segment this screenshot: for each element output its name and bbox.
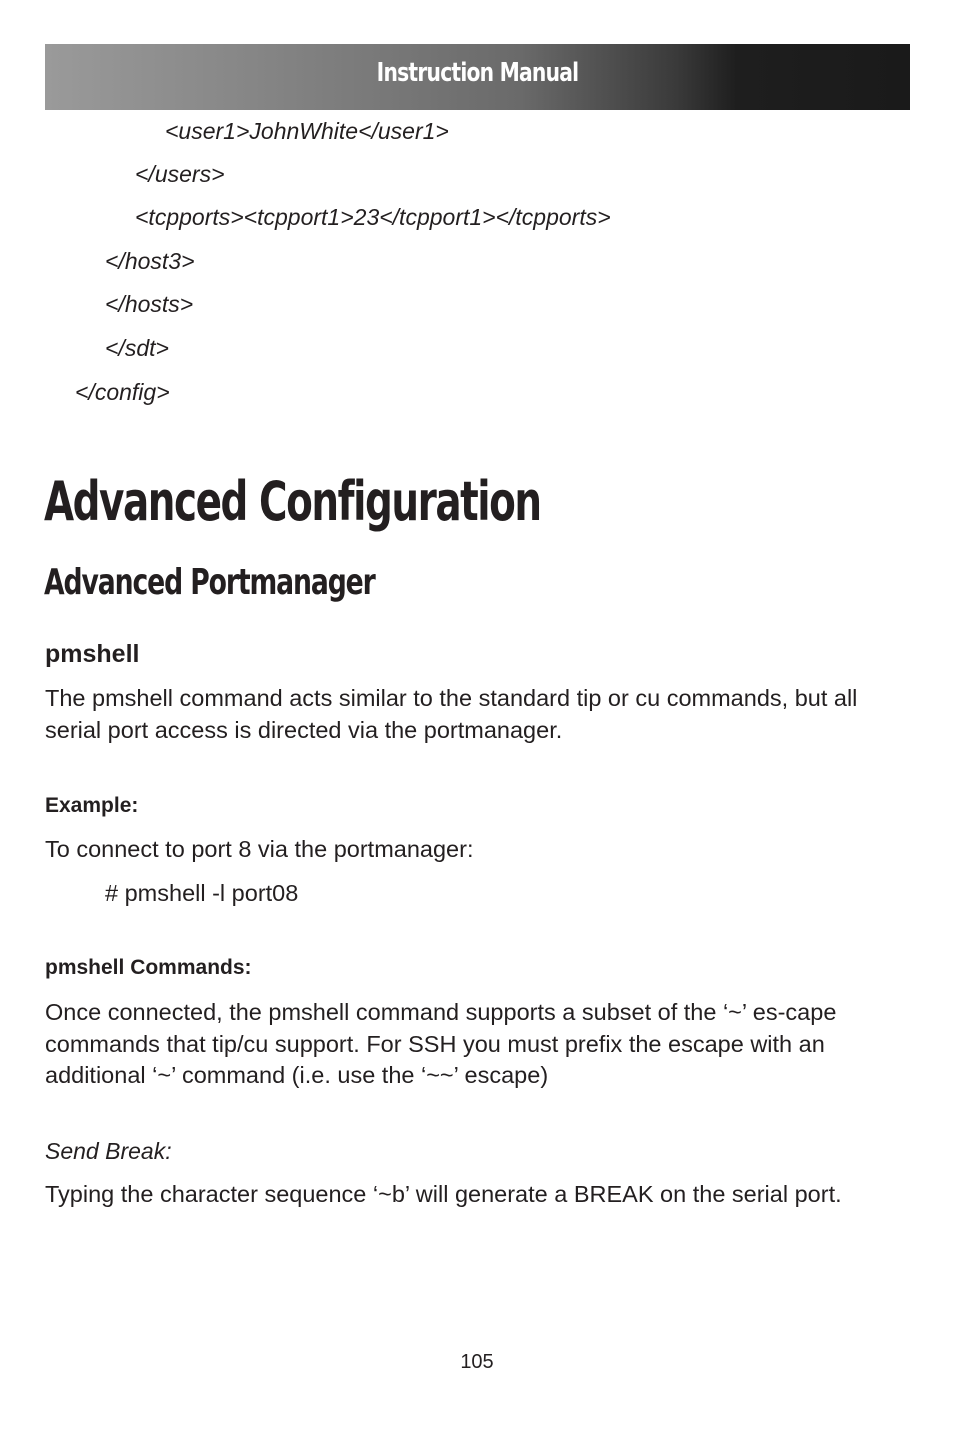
- code-line: </hosts>: [105, 291, 194, 317]
- pmshell-heading: pmshell: [45, 640, 140, 668]
- section-subtitle: Advanced Portmanager: [44, 562, 375, 603]
- code-line: </host3>: [105, 248, 195, 274]
- example-heading: Example:: [45, 794, 139, 817]
- code-line: <user1>JohnWhite</user1>: [165, 118, 449, 144]
- page-number: 105: [460, 1351, 494, 1373]
- code-line: </config>: [75, 379, 170, 405]
- pmshell-description: The pmshell command acts similar to the standard tip or cu commands, but all serial port access is directed via the portmanager.: [45, 685, 858, 743]
- send-break-text: Typing the character sequence ‘~b’ will generate a BREAK on the serial port.: [45, 1181, 842, 1207]
- commands-text: Once connected, the pmshell command supports a subset of the ‘~’ es-cape commands that tip/cu support. For SSH you must prefix the escape with an additional ‘~’ command (i.e. use the ‘~~’ escape): [45, 999, 837, 1088]
- commands-heading: pmshell Commands:: [45, 956, 252, 979]
- header-bar: [45, 44, 910, 110]
- code-line: </sdt>: [105, 335, 169, 361]
- example-command: # pmshell -l port08: [105, 880, 299, 906]
- code-line: </users>: [135, 161, 225, 187]
- example-text: To connect to port 8 via the portmanager:: [45, 836, 474, 862]
- code-line: <tcpports><tcpport1>23</tcpport1></tcpports>: [135, 204, 611, 230]
- section-title: Advanced Configuration: [44, 470, 541, 533]
- header-title: Instruction Manual: [376, 58, 579, 88]
- send-break-label: Send Break:: [45, 1138, 172, 1164]
